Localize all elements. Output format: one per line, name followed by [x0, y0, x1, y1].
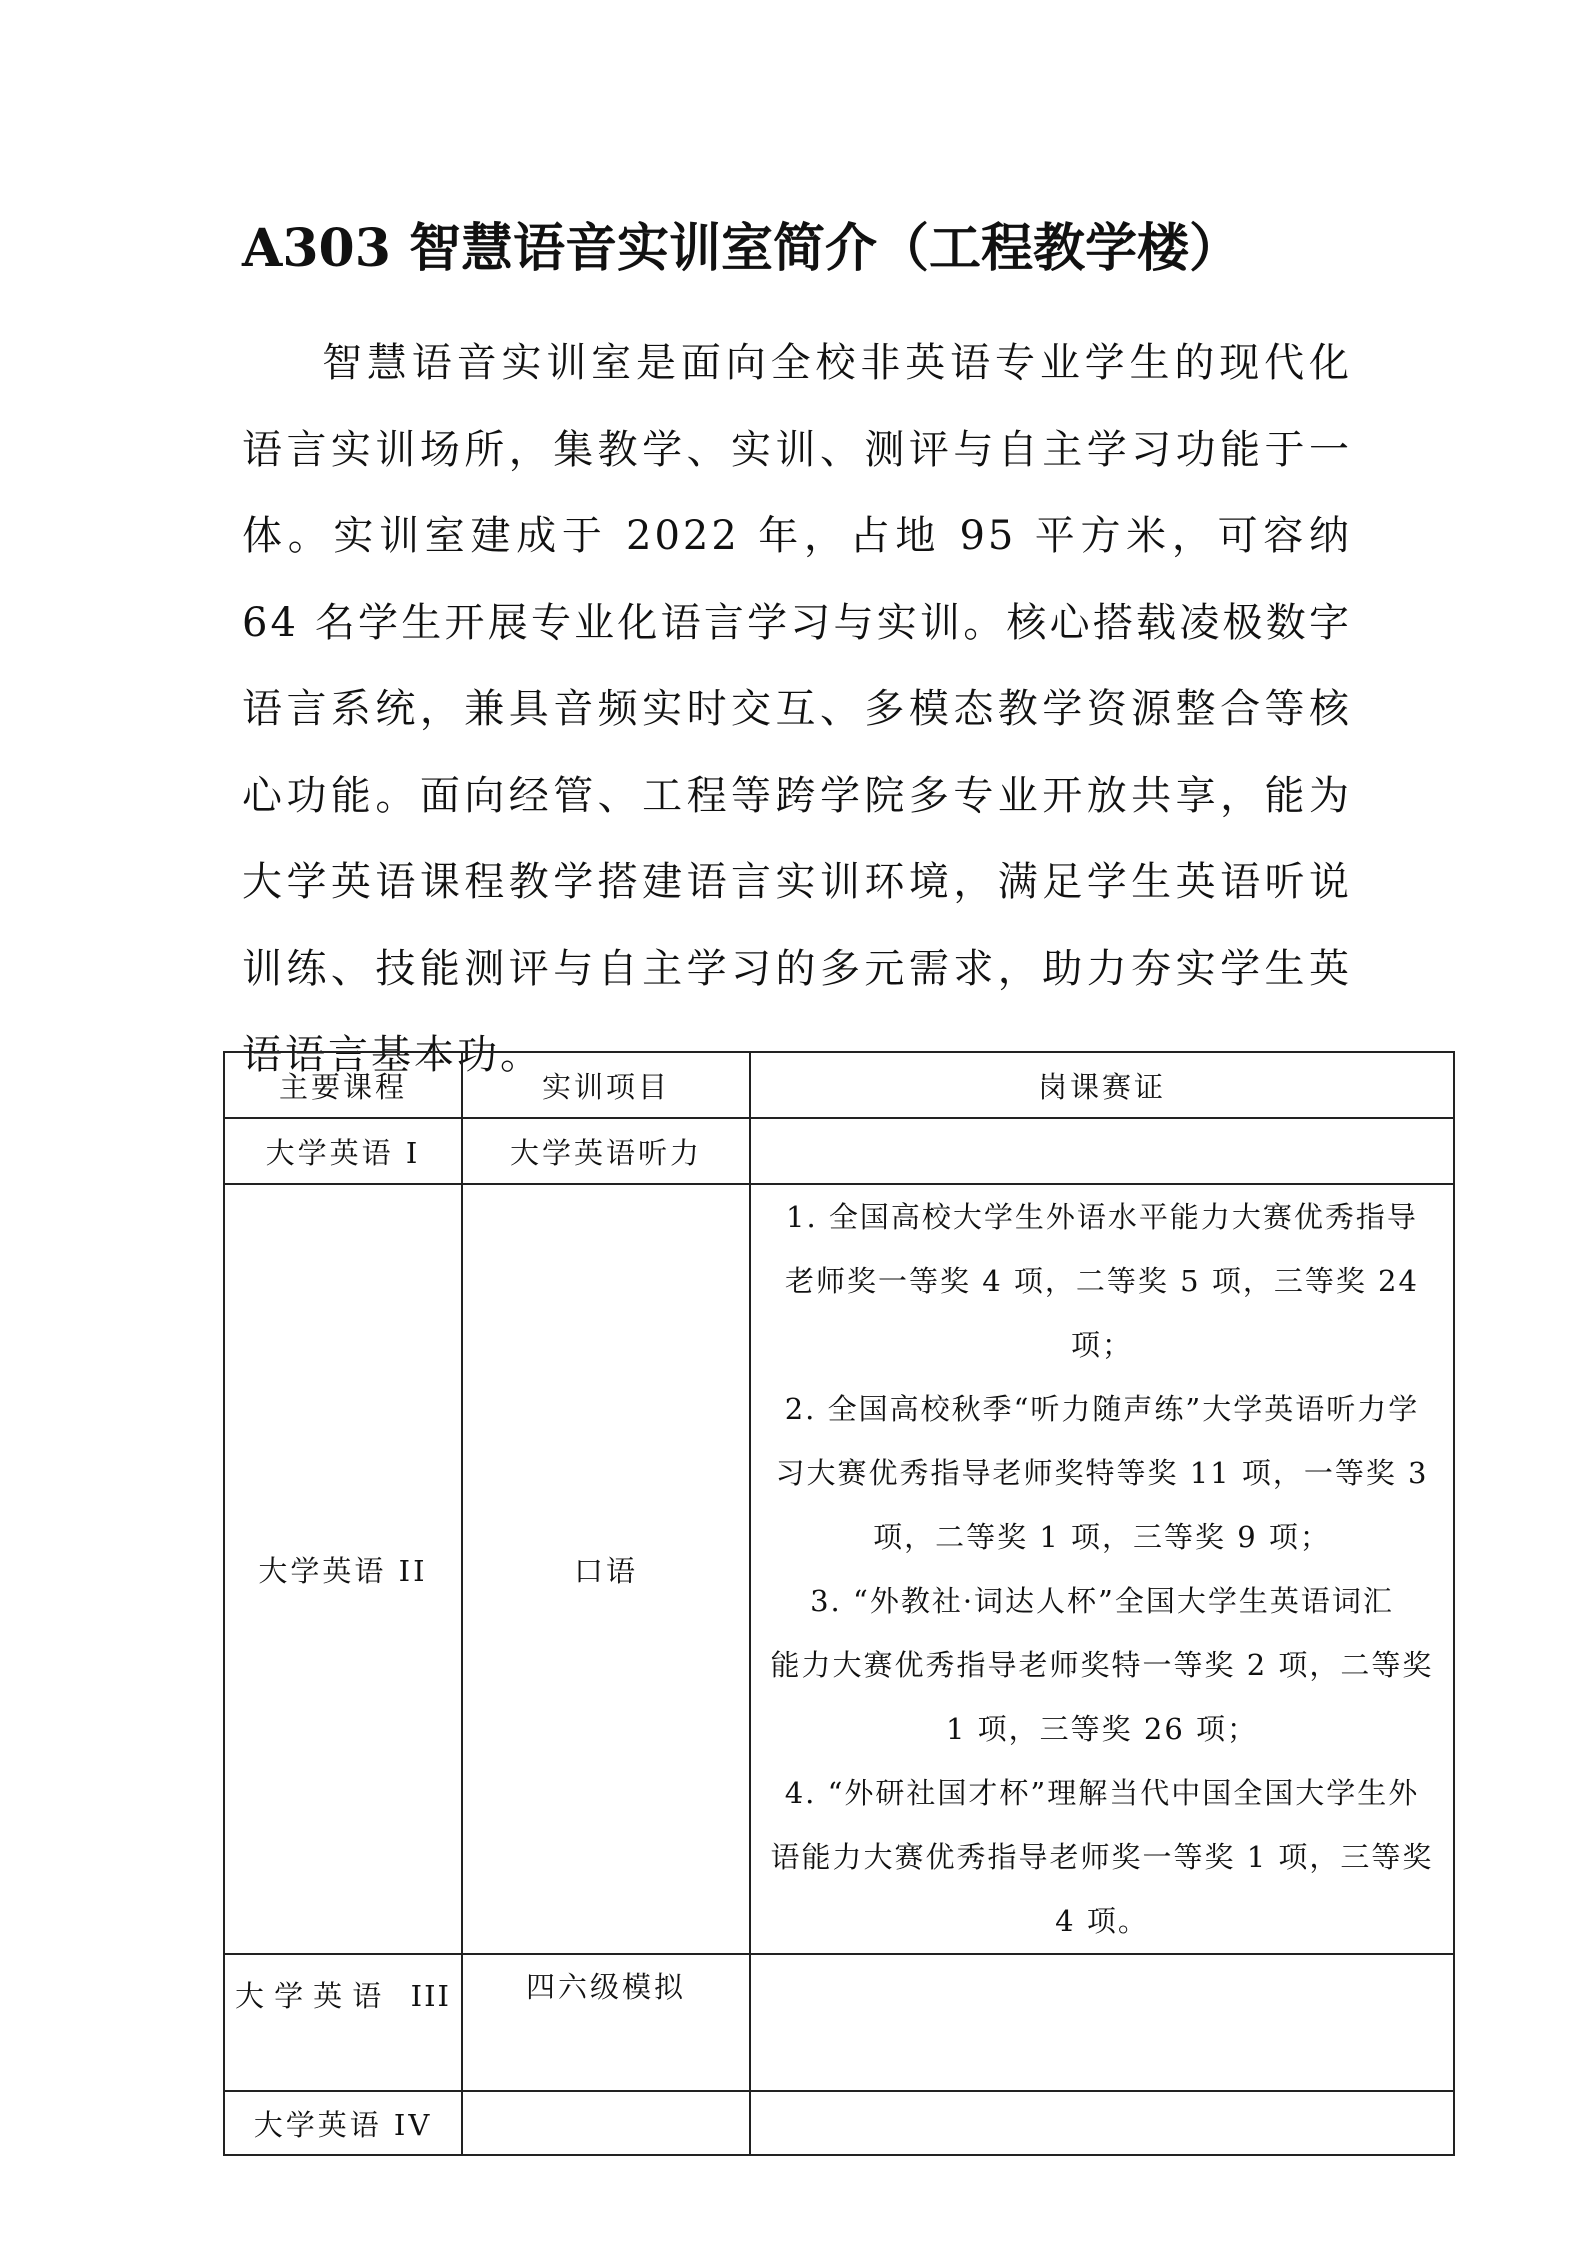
awards-cell [750, 1118, 1454, 1184]
awards-cell [750, 1184, 1454, 1954]
intro-paragraph: 智慧语音实训室是面向全校非英语专业学生的现代化语言实训场所，集教学、实训、测评与自主学习功能于一体。实训室建成于 2022 年，占地 95 平方米，可容纳 64 名学生开展专业化语言学习与实训。核心搭载凌极数字语言系统，兼具音频实时交互、多模态教学资源整合等核心功能。面向经管、工程等跨学院多专业开放共享，能为大学英语课程教学搭建语言实训环境，满足学生英语听说训练、技能测评与自主学习的多元需求，助力夯实学生英语语言基本功。 [242, 340, 1352, 1078]
course-label: 大学英语 III [235, 1979, 451, 2013]
course-cell: 大学英语 I [224, 1118, 462, 1184]
course-table [223, 1051, 1455, 2156]
course-cell [224, 1954, 462, 2091]
award-line: 习大赛优秀指导老师奖特等奖 11 项，一等奖 3 [775, 1456, 1429, 1490]
award-line: 4. “外研社国才杯”理解当代中国全国大学生外 [784, 1776, 1420, 1810]
header-project: 实训项目 [462, 1052, 750, 1118]
table-row [224, 1954, 1454, 2091]
table-row [224, 1118, 1454, 1184]
project-cell: 四六级模拟 [462, 1954, 750, 2091]
award-line: 1 项，三等奖 26 项； [945, 1712, 1258, 1746]
awards-cell [750, 1954, 1454, 2091]
table-header-row [224, 1052, 1454, 1118]
award-line: 1. 全国高校大学生外语水平能力大赛优秀指导 [786, 1200, 1418, 1234]
header-course: 主要课程 [224, 1052, 462, 1118]
table-row [224, 2091, 1454, 2155]
award-line: 2. 全国高校秋季“听力随声练”大学英语听力学 [784, 1392, 1420, 1426]
table-row [224, 1184, 1454, 1954]
award-line: 项，二等奖 1 项，三等奖 9 项； [873, 1520, 1331, 1554]
award-line: 老师奖一等奖 4 项，二等奖 5 项，三等奖 24 项； [785, 1264, 1419, 1362]
page-title: A303 智慧语音实训室简介（工程教学楼） [242, 218, 1241, 279]
project-cell: 口语 [462, 1184, 750, 1954]
course-cell: 大学英语 II [224, 1184, 462, 1954]
award-line: 4 项。 [1055, 1904, 1149, 1938]
project-cell: 大学英语听力 [462, 1118, 750, 1184]
header-awards: 岗课赛证 [750, 1052, 1454, 1118]
award-line: 能力大赛优秀指导老师奖特一等奖 2 项，二等奖 [770, 1648, 1434, 1682]
award-line: 语能力大赛优秀指导老师奖一等奖 1 项，三等奖 [770, 1840, 1434, 1874]
awards-cell [750, 2091, 1454, 2155]
award-line: 3. “外教社·词达人杯”全国大学生英语词汇 [810, 1584, 1394, 1618]
course-cell: 大学英语 IV [224, 2091, 462, 2155]
project-cell [462, 2091, 750, 2155]
